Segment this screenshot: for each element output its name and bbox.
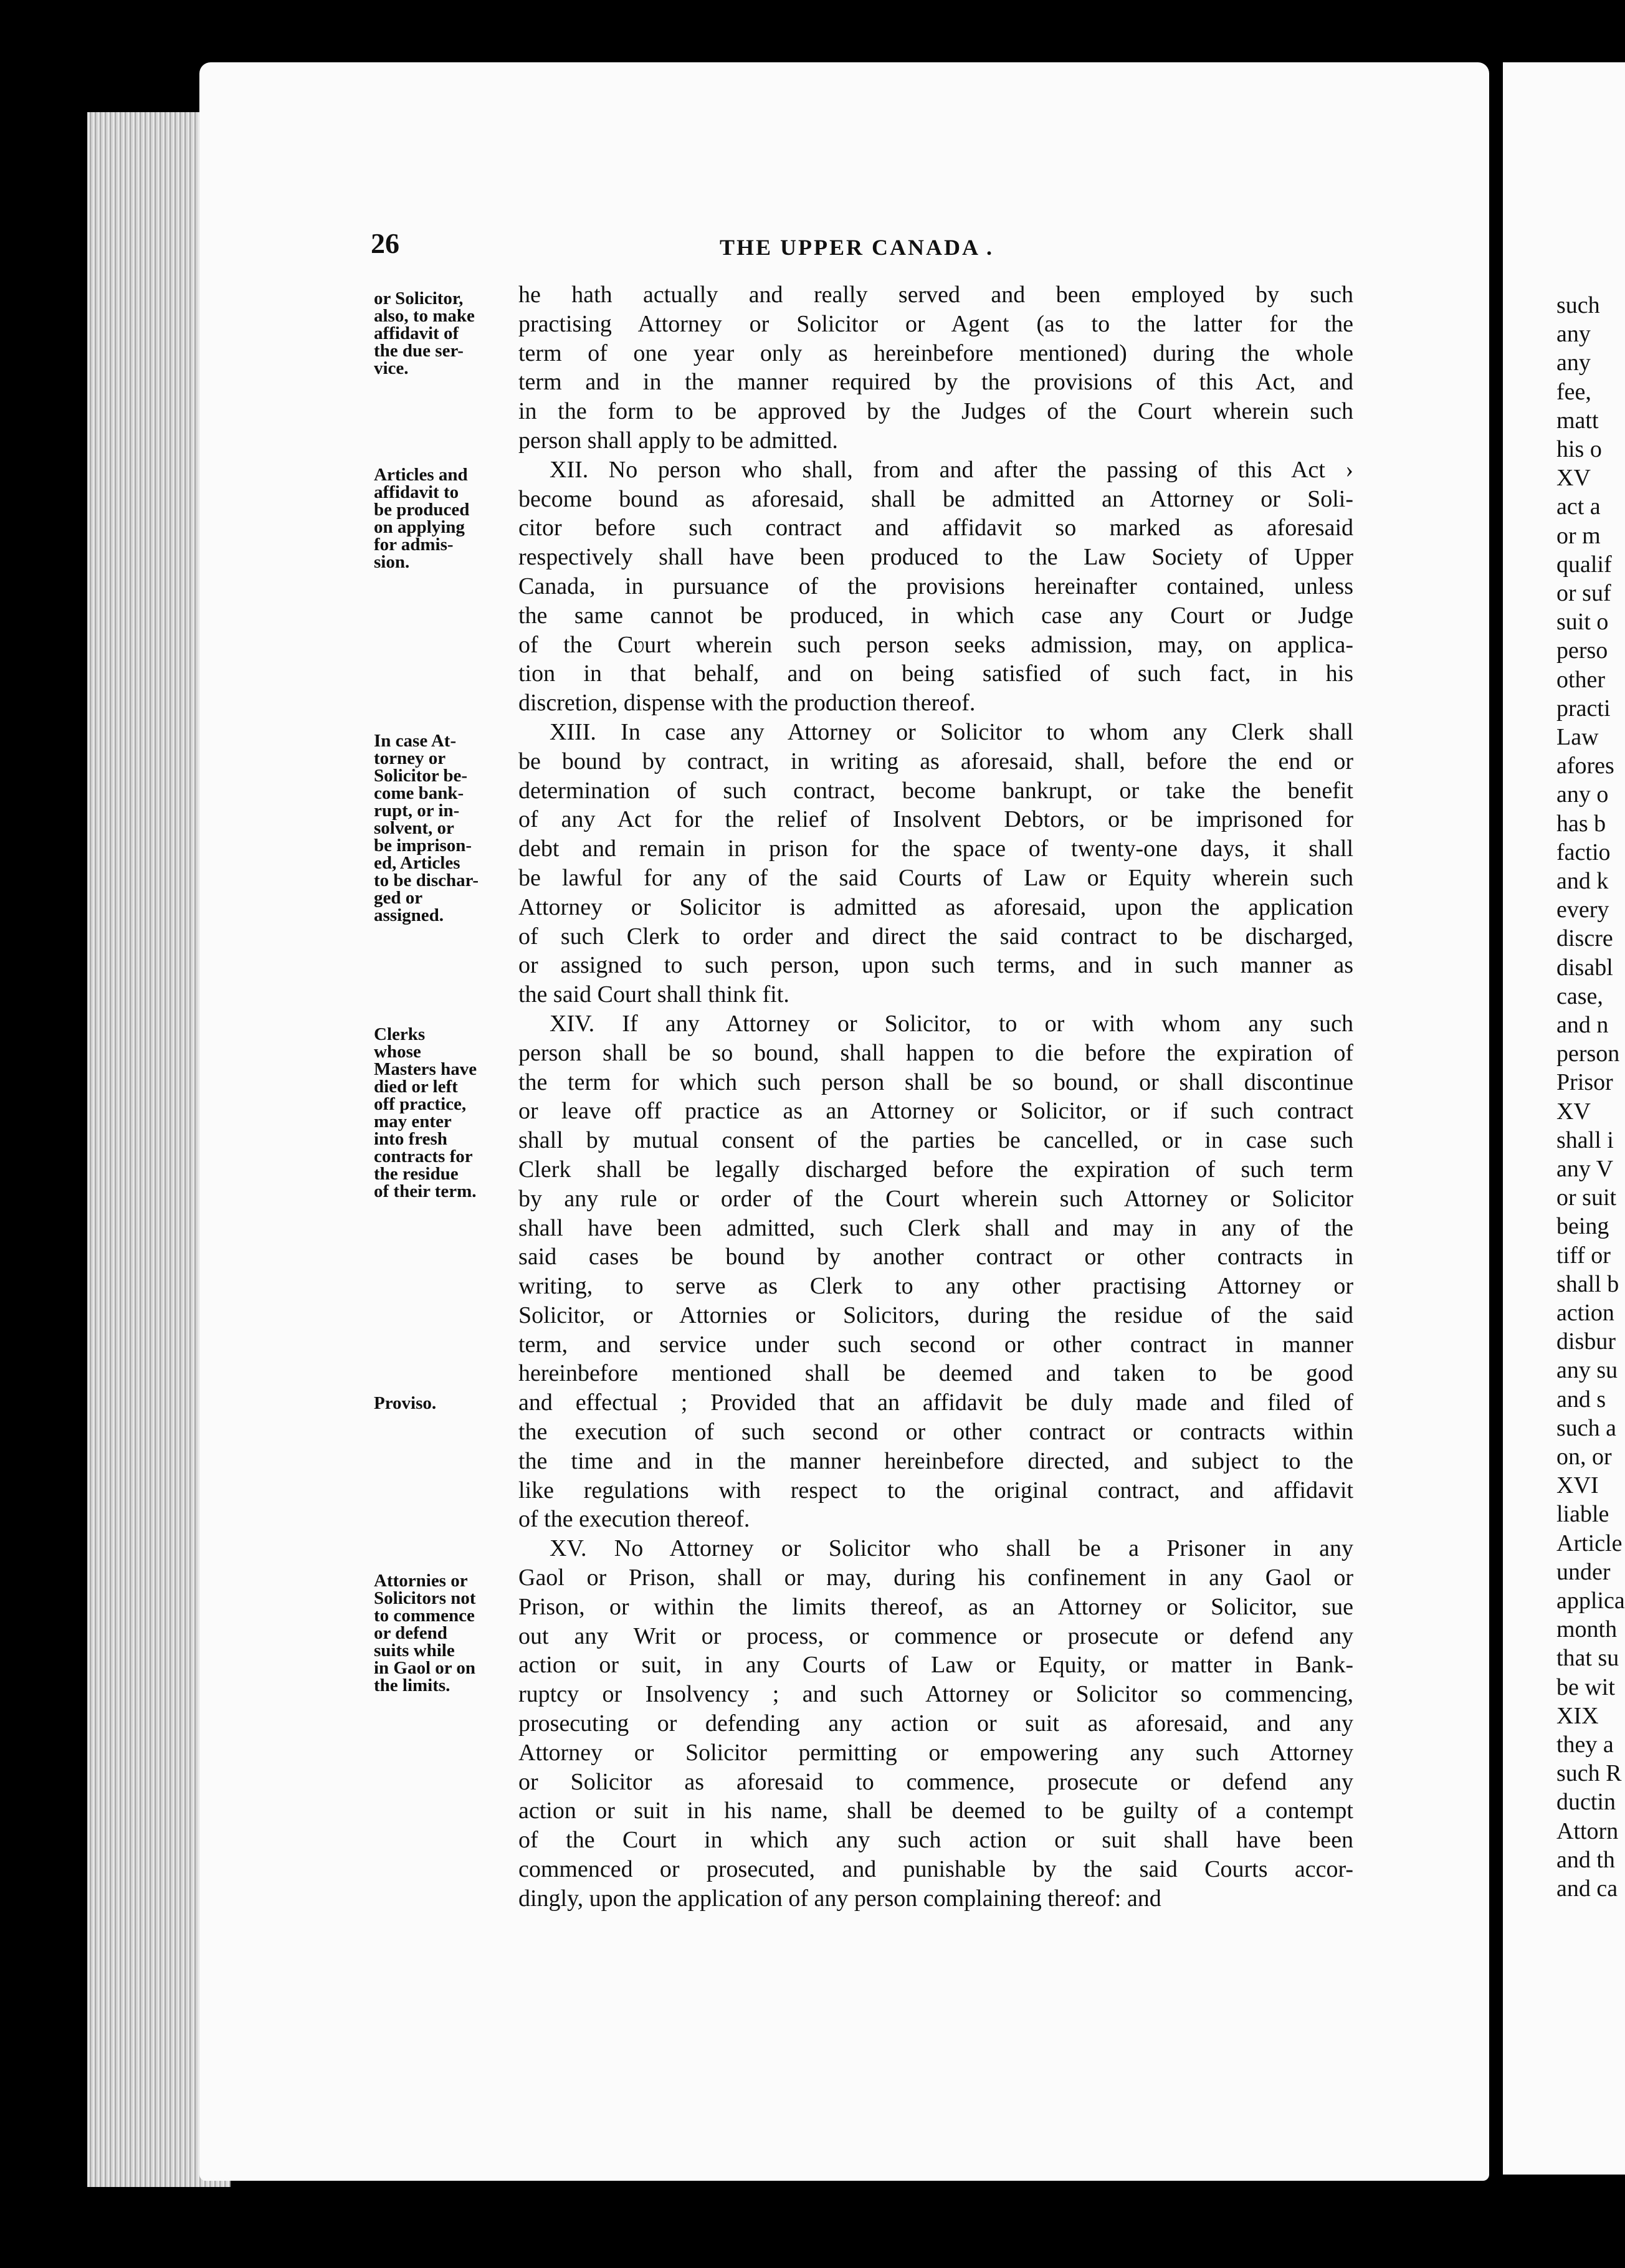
body-line: ruptcy or Insolvency ; and such Attorney or Solicitor so commencing,: [518, 1681, 1353, 1708]
body-line: tion in that behalf, and on being satisfied of such fact, in his: [518, 660, 1353, 687]
margin-note-line: or Solicitor,: [374, 288, 464, 308]
facing-page-fragment: matt: [1556, 407, 1599, 434]
body-line: XV. No Attorney or Solicitor who shall be a Prisoner in any: [550, 1535, 1353, 1562]
margin-note-line: whose: [374, 1042, 421, 1062]
margin-note: [374, 1026, 514, 1200]
facing-page-fragment: XVI: [1556, 1472, 1599, 1499]
facing-page: [1503, 62, 1625, 2175]
facing-page-fragment: any: [1556, 321, 1591, 348]
body-line: hereinbefore mentioned shall be deemed and taken to be good: [518, 1360, 1353, 1387]
facing-page-fragment: factio: [1556, 839, 1611, 865]
facing-page-fragment: and k: [1556, 868, 1609, 894]
margin-note-line: In case At-: [374, 731, 457, 751]
body-line: of the execution thereof.: [518, 1506, 750, 1533]
body-line: person shall be so bound, shall happen to die before the expiration of: [518, 1039, 1353, 1066]
margin-note: [374, 1394, 514, 1412]
facing-page-fragment: afores: [1556, 753, 1614, 779]
body-line: the said Court shall think fit.: [518, 981, 789, 1008]
facing-page-fragment: Article: [1556, 1530, 1623, 1556]
body-line: XIII. In case any Attorney or Solicitor to whom any Clerk shall: [550, 718, 1353, 745]
margin-note-line: Articles and: [374, 465, 468, 485]
body-line: shall have been admitted, such Clerk shall and may in any of the: [518, 1214, 1353, 1241]
margin-note-line: may enter: [374, 1112, 452, 1132]
margin-note-line: into fresh: [374, 1129, 447, 1149]
margin-note-line: affidavit of: [374, 323, 459, 343]
body-line: shall by mutual consent of the parties be cancelled, or in case such: [518, 1127, 1353, 1154]
facing-page-fragment: applica: [1556, 1588, 1625, 1614]
body-line: Attorney or Solicitor is admitted as aforesaid, upon the application: [518, 893, 1353, 920]
body-line: or assigned to such person, upon such terms, and in such manner as: [518, 952, 1353, 979]
body-line: XIV. If any Attorney or Solicitor, to or with whom any such: [550, 1010, 1353, 1037]
body-line: respectively shall have been produced to the Law Society of Upper: [518, 544, 1353, 571]
facing-page-fragment: being: [1556, 1213, 1609, 1240]
body-line: become bound as aforesaid, shall be admitted an Attorney or Soli-: [518, 485, 1353, 512]
facing-page-fragment: shall b: [1556, 1270, 1619, 1297]
facing-page-fragment: such a: [1556, 1414, 1617, 1441]
margin-note-line: in Gaol or on: [374, 1658, 476, 1678]
body-line: determination of such contract, become bankrupt, or take the benefit: [518, 777, 1353, 804]
facing-page-fragment: tiff or: [1556, 1242, 1611, 1269]
facing-page-fragment: disabl: [1556, 954, 1613, 981]
body-line: be lawful for any of the said Courts of Law or Equity wherein such: [518, 864, 1353, 891]
margin-note-line: for admis-: [374, 535, 454, 555]
facing-page-fragment: on, or: [1556, 1444, 1612, 1470]
facing-page-fragment: person: [1556, 1041, 1620, 1067]
body-line: dingly, upon the application of any person complaining thereof: and: [518, 1885, 1161, 1912]
margin-note-line: also, to make: [374, 306, 475, 326]
body-line: be bound by contract, in writing as aforesaid, shall, before the end or: [518, 748, 1353, 774]
facing-page-fragment: liable: [1556, 1501, 1609, 1528]
facing-page-fragment: any V: [1556, 1156, 1614, 1182]
facing-page-fragment: under: [1556, 1558, 1611, 1585]
facing-page-fragment: or suf: [1556, 580, 1611, 606]
body-line: Canada, in pursuance of the provisions hereinafter contained, unless: [518, 573, 1353, 599]
body-line: out any Writ or process, or commence or prosecute or defend any: [518, 1622, 1353, 1649]
facing-page-fragment: action: [1556, 1300, 1614, 1326]
facing-page-fragment: month: [1556, 1616, 1618, 1643]
page-number: 26: [371, 227, 399, 259]
margin-note-line: sion.: [374, 552, 410, 572]
facing-page-fragment: suit o: [1556, 609, 1609, 636]
body-line: of the Court in which any such action or suit shall have been: [518, 1827, 1353, 1854]
facing-page-fragment: Law: [1556, 724, 1599, 750]
facing-page-fragment: they a: [1556, 1732, 1614, 1758]
facing-page-fragment: such: [1556, 292, 1600, 318]
margin-note-line: or defend: [374, 1623, 447, 1643]
margin-note-line: the residue: [374, 1164, 459, 1184]
body-line: debt and remain in prison for the space of twenty-one days, it shall: [518, 836, 1353, 862]
facing-page-fragment: XIX: [1556, 1702, 1599, 1729]
margin-note-line: Solicitor be-: [374, 766, 468, 786]
facing-page-fragment: his o: [1556, 436, 1602, 462]
body-line: person shall apply to be admitted.: [518, 427, 838, 454]
body-line: and effectual ; Provided that an affidavit be duly made and filed of: [518, 1389, 1353, 1416]
body-line: term of one year only as hereinbefore mentioned) during the whole: [518, 340, 1353, 366]
facing-page-fragment: shall i: [1556, 1127, 1614, 1153]
margin-note-line: suits while: [374, 1641, 455, 1660]
body-line: Prison, or within the limits thereof, as an Attorney or Solicitor, sue: [518, 1593, 1353, 1620]
margin-note-line: come bank-: [374, 783, 464, 803]
body-line: the same cannot be produced, in which case any Court or Judge: [518, 602, 1353, 629]
facing-page-fragment: ductin: [1556, 1789, 1616, 1816]
body-line: action or suit, in any Courts of Law or Equity, or matter in Bank-: [518, 1652, 1353, 1679]
body-line: or leave off practice as an Attorney or Solicitor, or if such contract: [518, 1098, 1353, 1125]
margin-note-line: solvent, or: [374, 818, 454, 838]
margin-note-line: contracts for: [374, 1146, 473, 1166]
body-line: Attorney or Solicitor permitting or empowering any such Attorney: [518, 1739, 1353, 1766]
margin-note-line: affidavit to: [374, 482, 459, 502]
margin-note-line: ged or: [374, 888, 423, 908]
body-line: writing, to serve as Clerk to any other practising Attorney or: [518, 1273, 1353, 1300]
margin-note: [374, 732, 514, 924]
margin-note-line: torney or: [374, 748, 446, 768]
facing-page-fragment: any su: [1556, 1357, 1618, 1384]
facing-page-fragment: every: [1556, 897, 1609, 923]
facing-page-fragment: other: [1556, 666, 1606, 693]
facing-page-fragment: be wit: [1556, 1674, 1615, 1700]
margin-note-line: be produced: [374, 500, 470, 520]
body-line: Clerk shall be legally discharged before the expiration of such term: [518, 1156, 1353, 1183]
margin-note-line: of their term.: [374, 1181, 477, 1201]
margin-note: [374, 290, 514, 377]
page-header: [371, 227, 1355, 264]
body-line: said cases be bound by another contract or other contracts in: [518, 1244, 1353, 1270]
margin-note-line: died or left: [374, 1077, 458, 1097]
body-line: Gaol or Prison, shall or may, during his confinement in any Gaol or: [518, 1565, 1353, 1591]
body-line: term and in the manner required by the provisions of this Act, and: [518, 369, 1353, 396]
body-line: practising Attorney or Solicitor or Agent (as to the latter for the: [518, 310, 1353, 337]
facing-page-fragment: perso: [1556, 637, 1608, 664]
facing-page-fragment: discre: [1556, 925, 1613, 952]
body-line: or Solicitor as aforesaid to commence, prosecute or defend any: [518, 1768, 1353, 1795]
margin-note-line: to be dischar-: [374, 870, 479, 890]
body-line: prosecuting or defending any action or suit as aforesaid, and any: [518, 1710, 1353, 1737]
body-line: of any Act for the relief of Insolvent Debtors, or be imprisoned for: [518, 806, 1353, 833]
facing-page-fragment: act a: [1556, 493, 1601, 520]
margin-note-line: off practice,: [374, 1094, 467, 1114]
body-line: XII. No person who shall, from and after the passing of this Act ›: [550, 456, 1353, 483]
margin-note-line: ed, Articles: [374, 853, 460, 873]
body-text: [518, 280, 1353, 1913]
facing-page-fragment: fee,: [1556, 378, 1591, 405]
body-line: action or suit in his name, shall be deemed to be guilty of a contempt: [518, 1798, 1353, 1824]
margin-note-line: Clerks: [374, 1024, 426, 1044]
facing-page-fragment: and th: [1556, 1846, 1615, 1873]
margin-note-line: rupt, or in-: [374, 801, 460, 821]
margin-note-line: Proviso.: [374, 1393, 437, 1413]
body-line: by any rule or order of the Court wherein such Attorney or Solicitor: [518, 1185, 1353, 1212]
body-line: of the Cʋurt wherein such person seeks admission, may, on applica-: [518, 631, 1353, 658]
body-line: discretion, dispense with the production thereof.: [518, 690, 976, 717]
facing-page-fragment: or m: [1556, 522, 1601, 549]
margin-note-line: on applying: [374, 517, 465, 537]
facing-page-fragment: case,: [1556, 983, 1603, 1009]
body-line: Solicitor, or Attornies or Solicitors, during the residue of the said: [518, 1302, 1353, 1328]
body-line: like regulations with respect to the original contract, and affidavit: [518, 1477, 1353, 1503]
facing-page-fragment: that su: [1556, 1645, 1619, 1672]
body-line: the execution of such second or other contract or contracts within: [518, 1419, 1353, 1446]
margin-note: [374, 1572, 514, 1694]
body-line: the term for which such person shall be so bound, or shall discontinue: [518, 1069, 1353, 1095]
body-line: citor before such contract and affidavit so marked as aforesaid: [518, 515, 1353, 541]
facing-page-fragment: or suit: [1556, 1184, 1617, 1211]
facing-page-fragment: any: [1556, 350, 1591, 376]
facing-page-fragment: such R: [1556, 1760, 1622, 1787]
facing-page-fragment: and s: [1556, 1386, 1606, 1413]
facing-page-fragment: qualif: [1556, 551, 1612, 578]
margin-note-line: the due ser-: [374, 341, 464, 361]
facing-page-fragment: has b: [1556, 810, 1606, 837]
margin-note-line: be imprison-: [374, 836, 472, 855]
facing-page-fragment: Prisor: [1556, 1069, 1613, 1096]
body-line: commenced or prosecuted, and punishable by the said Courts accor-: [518, 1856, 1353, 1883]
facing-page-fragment: disbur: [1556, 1328, 1616, 1355]
margin-note-line: assigned.: [374, 905, 444, 925]
facing-page-fragment: and ca: [1556, 1875, 1618, 1902]
body-line: in the form to be approved by the Judges of the Court wherein such: [518, 398, 1353, 425]
body-line: he hath actually and really served and been employed by such: [518, 282, 1353, 308]
margin-note-line: vice.: [374, 358, 409, 378]
facing-page-fragment: any o: [1556, 781, 1609, 808]
body-line: of such Clerk to order and direct the said contract to be discharged,: [518, 923, 1353, 950]
facing-page-fragment: Attorn: [1556, 1818, 1619, 1844]
facing-page-fragment: XV: [1556, 1098, 1591, 1125]
margin-note-line: the limits.: [374, 1675, 450, 1695]
margin-note-line: Masters have: [374, 1059, 477, 1079]
margin-note-line: to commence: [374, 1606, 475, 1626]
body-line: the time and in the manner hereinbefore directed, and subject to the: [518, 1447, 1353, 1474]
facing-page-fragment: XV: [1556, 465, 1591, 492]
facing-page-fragment: and n: [1556, 1012, 1609, 1038]
margin-note-line: Solicitors not: [374, 1588, 476, 1608]
margin-note: [374, 466, 514, 571]
body-line: term, and service under such second or other contract in manner: [518, 1331, 1353, 1358]
running-head: THE UPPER CANADA .: [720, 235, 994, 260]
margin-note-line: Attornies or: [374, 1571, 468, 1591]
facing-page-fragment: practi: [1556, 695, 1611, 722]
